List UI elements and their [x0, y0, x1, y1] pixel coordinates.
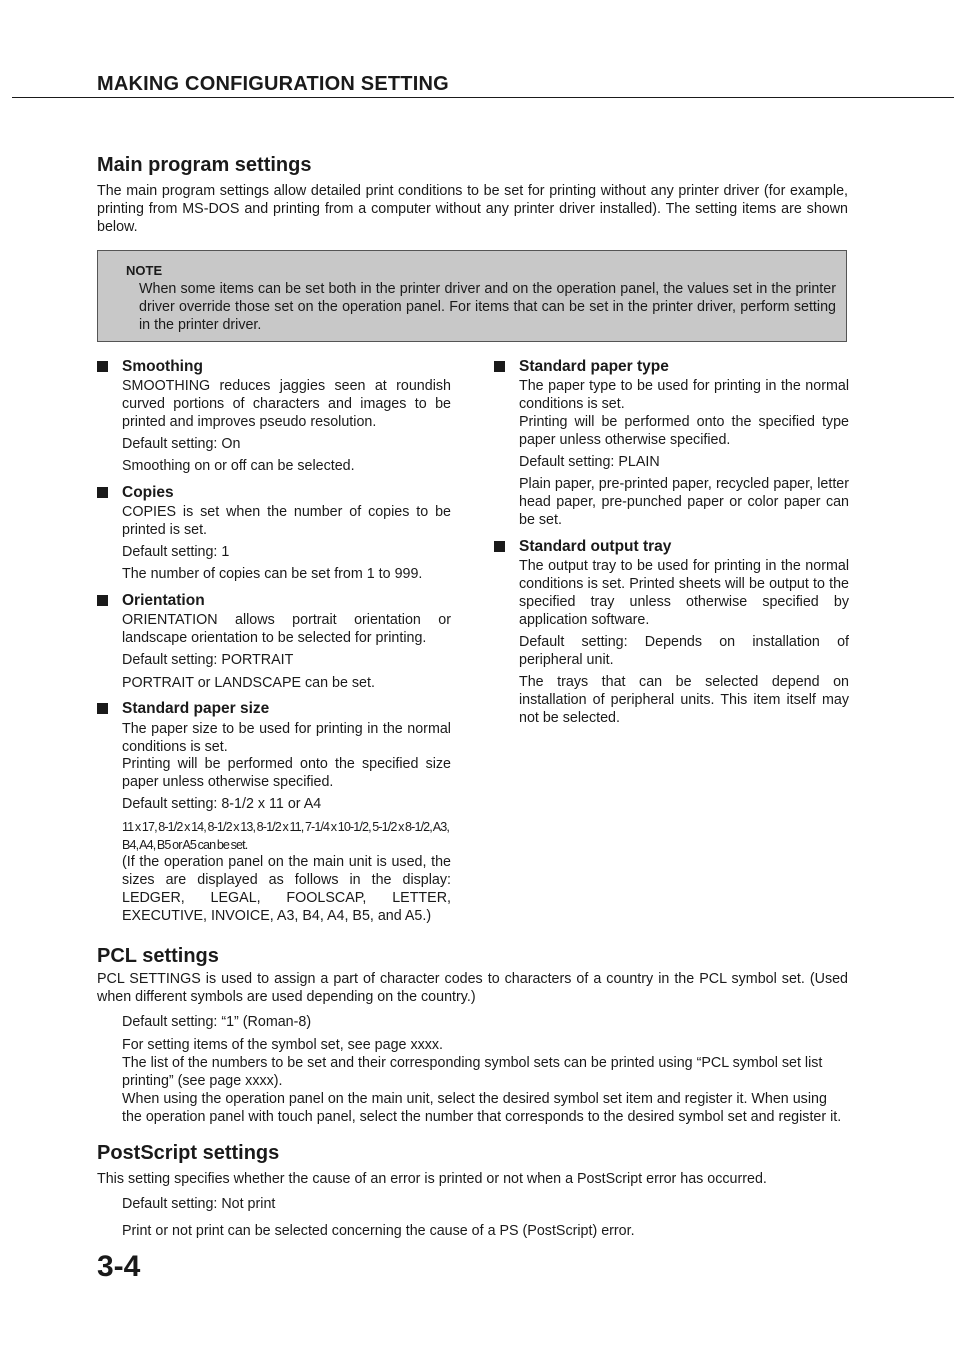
- item-default-smoothing: Default setting: On: [122, 436, 241, 452]
- main-intro-text: The main program settings allow detailed print conditions to be set for printing without any printer driver (for example, printing from MS-DOS and printing from a computer without any printer driver installed). The setting items are shown below.: [97, 183, 848, 235]
- bullet-square-icon: [97, 595, 108, 606]
- item-desc-paper-type: The paper type to be used for printing in the normal conditions is set.: [519, 378, 849, 412]
- postscript-intro-text: This setting specifies whether the cause of an error is printed or not when a PostScript error has occurred.: [97, 1171, 767, 1187]
- item-title-copies: Copies: [122, 484, 174, 501]
- section-title-postscript: PostScript settings: [97, 1142, 280, 1164]
- note-text: When some items can be set both in the printer driver and on the operation panel, the values set in the printer driver override those set on the operation panel. For items that can be set in the printer driver, perform setting in the printer driver.: [139, 281, 836, 333]
- item-desc-smoothing: SMOOTHING reduces jaggies seen at roundish curved portions of characters and images to be printed and improves pseudo resolution.: [122, 378, 451, 430]
- item-desc-paper-size: The paper size to be used for printing in the normal conditions is set.: [122, 721, 451, 755]
- item-desc-orientation: ORIENTATION allows portrait orientation or landscape orientation to be selected for printing.: [122, 612, 451, 646]
- page-number: 3-4: [97, 1250, 141, 1283]
- pcl-line-3: When using the operation panel on the main unit, select the desired symbol set item and register it. When using the operation panel with touch panel, select the number that corresponds to the desired symbol set and register it.: [122, 1091, 842, 1125]
- item-note-paper-size: (If the operation panel on the main unit is used, the sizes are displayed as follows in the display: LEDGER, LEGAL, FOOLSCAP, LETTER, EXECUTIVE, INVOICE, A3, B4, A4, B5, and A5.): [122, 854, 451, 924]
- bullet-square-icon: [97, 361, 108, 372]
- item-desc-copies: COPIES is set when the number of copies to be printed is set.: [122, 504, 451, 538]
- item-extra-copies: The number of copies can be set from 1 to 999.: [122, 566, 423, 582]
- item-extra-output-tray: The trays that can be selected depend on installation of peripheral units. This item itself may not be selected.: [519, 674, 849, 726]
- item-title-paper-size: Standard paper size: [122, 700, 270, 717]
- bullet-square-icon: [494, 541, 505, 552]
- item-title-orientation: Orientation: [122, 592, 205, 609]
- item-desc-output-tray: The output tray to be used for printing in the normal conditions is set. Printed sheets will be output to the specified tray unless otherwise specified by application software.: [519, 558, 849, 628]
- bullet-square-icon: [494, 361, 505, 372]
- item-title-paper-type: Standard paper type: [519, 358, 669, 375]
- item-extra-orientation: PORTRAIT or LANDSCAPE can be set.: [122, 675, 375, 691]
- item-sizes-paper-size: 11 x 17, 8-1/2 x 14, 8-1/2 x 13, 8-1/2 x 11, 7-1/4 x 10-1/2, 5-1/2 x 8-1/2, A3, B4, A4, B5 or A5 can be set.: [122, 820, 449, 852]
- postscript-extra: Print or not print can be selected concerning the cause of a PS (PostScript) error.: [122, 1223, 635, 1239]
- item-extra-paper-type: Plain paper, pre-printed paper, recycled paper, letter head paper, pre-punched paper or color paper can be set.: [519, 476, 849, 528]
- item-desc2-paper-type: Printing will be performed onto the specified type paper unless otherwise specified.: [519, 414, 849, 448]
- pcl-intro-text: PCL SETTINGS is used to assign a part of character codes to characters of a country in the PCL symbol set. (Used when different symbols are used depending on the country.): [97, 971, 848, 1005]
- pcl-default: Default setting: “1” (Roman-8): [122, 1014, 312, 1030]
- bullet-square-icon: [97, 703, 108, 714]
- item-default-paper-type: Default setting: PLAIN: [519, 454, 660, 470]
- pcl-line-1: For setting items of the symbol set, see page xxxx.: [122, 1037, 444, 1053]
- postscript-default: Default setting: Not print: [122, 1196, 276, 1212]
- bullet-square-icon: [97, 487, 108, 498]
- note-box: [97, 250, 847, 342]
- pcl-line-2: The list of the numbers to be set and their corresponding symbol sets can be printed using “PCL symbol set list printing” (see page xxxx).: [122, 1055, 823, 1089]
- item-desc2-paper-size: Printing will be performed onto the specified size paper unless otherwise specified.: [122, 756, 451, 790]
- item-default-output-tray: Default setting: Depends on installation of peripheral unit.: [519, 634, 849, 668]
- item-extra-smoothing: Smoothing on or off can be selected.: [122, 458, 355, 474]
- item-default-orientation: Default setting: PORTRAIT: [122, 652, 294, 668]
- item-title-output-tray: Standard output tray: [519, 538, 672, 555]
- section-title-pcl: PCL settings: [97, 945, 219, 967]
- page-header-title: MAKING CONFIGURATION SETTING: [97, 73, 449, 95]
- note-label: NOTE: [126, 263, 163, 278]
- header-divider: [12, 97, 954, 98]
- section-title-main-program: Main program settings: [97, 154, 312, 176]
- item-default-paper-size: Default setting: 8-1/2 x 11 or A4: [122, 796, 322, 812]
- item-title-smoothing: Smoothing: [122, 358, 203, 375]
- item-default-copies: Default setting: 1: [122, 544, 230, 560]
